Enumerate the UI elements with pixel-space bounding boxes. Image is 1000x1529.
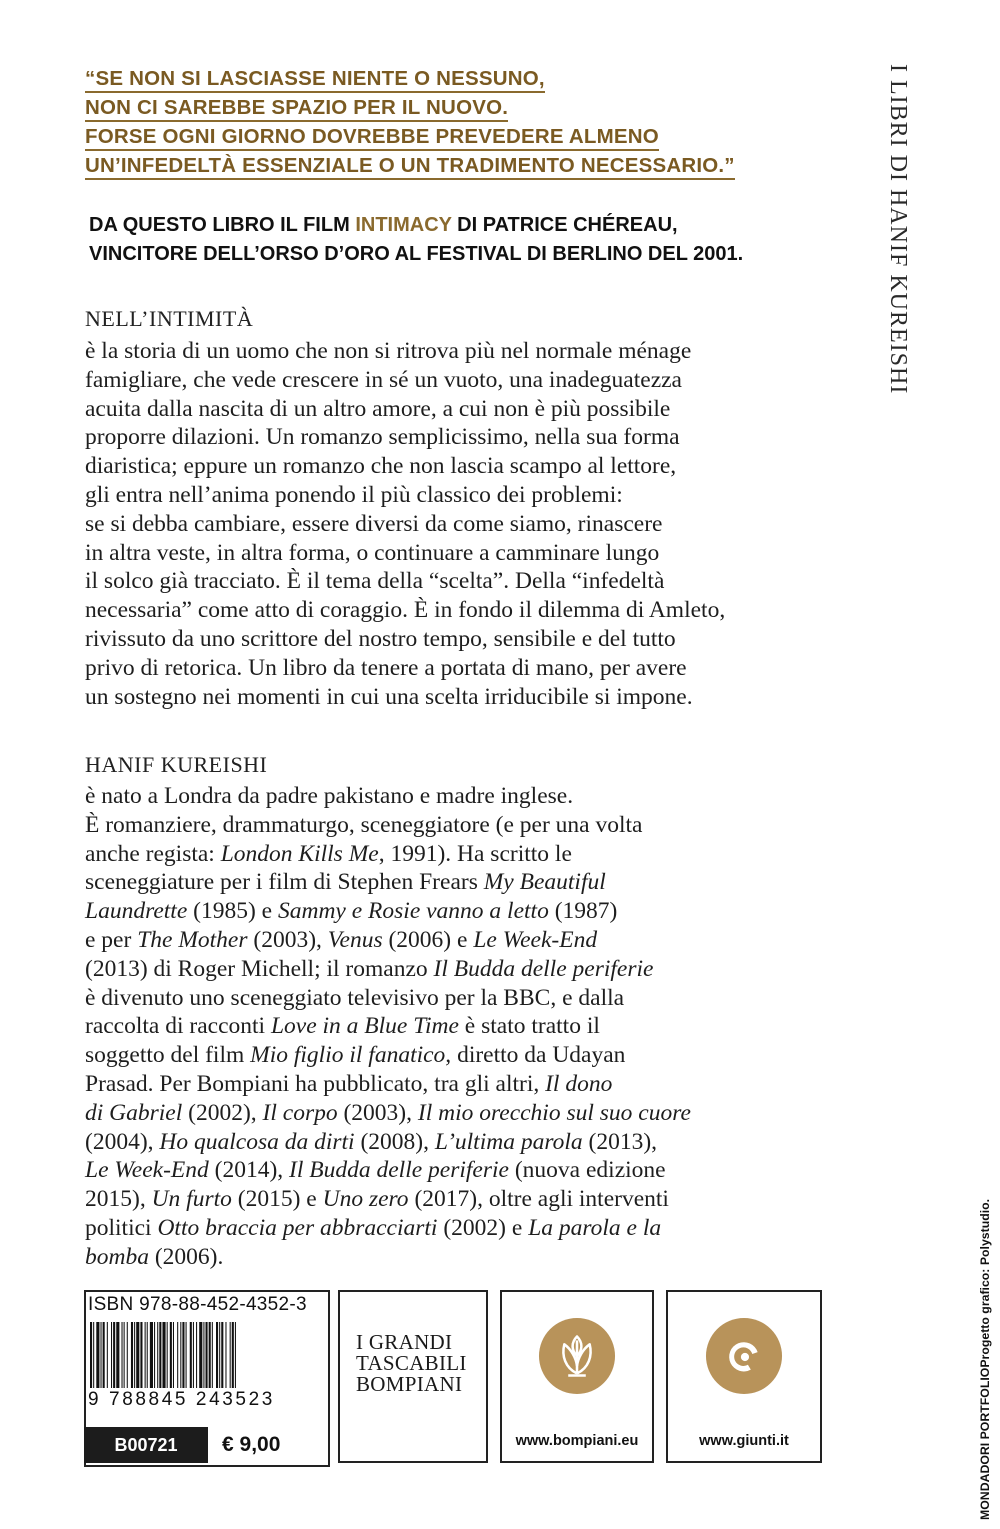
bio-text: È romanziere, drammaturgo, sceneggiatore (e per una volta (85, 811, 643, 838)
italic-title: Otto braccia per abbracciarti (157, 1214, 438, 1241)
italic-title: Le Week-End (85, 1157, 209, 1184)
bio-text: 2015), (85, 1186, 152, 1213)
series-name (356, 1332, 467, 1395)
author-bio-line (85, 1070, 845, 1099)
film-note (89, 211, 829, 269)
bio-text: (2014), (208, 1157, 290, 1184)
synopsis-line: acuita dalla nascita di un altro amore, a cui non è più possibile (85, 395, 671, 422)
italic-title: L’ultima parola (434, 1128, 583, 1155)
bio-text: politici (85, 1214, 158, 1241)
giunti-spiral-icon (705, 1317, 783, 1395)
bio-text: è nato a Londra da padre pakistano e madre inglese. (85, 783, 574, 809)
italic-title: di Gabriel (85, 1099, 183, 1126)
italic-title: Il mio orecchio sul suo cuore (417, 1099, 691, 1126)
italic-title: Il corpo (262, 1099, 338, 1126)
pull-quote (85, 64, 785, 180)
bio-text: (2013) di Roger Michell; il romanzo (85, 955, 434, 982)
synopsis-title: NELL’INTIMITÀ (85, 306, 254, 331)
author-bio-line (85, 897, 845, 926)
spine-text: I LIBRI DI HANIF KUREISHI (885, 64, 911, 395)
quote-line: “SE NON SI LASCIASSE NIENTE O NESSUNO, (85, 67, 545, 93)
credit-agency: MONDADORI PORTFOLIO (978, 1367, 992, 1520)
synopsis-line: è la storia di un uomo che non si ritrova più nel normale ménage (85, 338, 692, 364)
bio-text: (2002), (182, 1099, 263, 1126)
synopsis-line: gli entra nell’anima ponendo il più classico dei problemi: (85, 481, 623, 508)
italic-title: Le Week-End (473, 926, 598, 953)
synopsis-line: un sostegno nei momenti in cui una scelta irriducibile si impone. (85, 683, 693, 710)
bio-text: soggetto del film (85, 1042, 251, 1069)
quote-line: UN’INFEDELTÀ ESSENZIALE O UN TRADIMENTO NECESSARIO.” (85, 154, 735, 180)
bio-text: diretto da Udayan (451, 1042, 626, 1069)
bio-text: raccolta di racconti (85, 1013, 271, 1040)
synopsis-line: necessaria” come atto di coraggio. È in fondo il dilemma di Amleto, (85, 597, 726, 624)
bio-text: e per (85, 926, 138, 953)
bio-text: (2006) e (382, 926, 474, 953)
film-title: INTIMACY (355, 214, 452, 236)
italic-title: Il dono (545, 1070, 613, 1097)
italic-title: Il Budda delle periferie (433, 955, 654, 982)
synopsis-line: se si debba cambiare, essere diversi da come siamo, rinascere (85, 510, 663, 537)
bio-text: (2004), (85, 1128, 160, 1155)
bio-text: (2017), oltre agli interventi (408, 1186, 669, 1213)
author-bio-line (85, 1041, 845, 1070)
italic-title: London Kills Me (220, 840, 379, 867)
bio-text: (1985) e (187, 898, 278, 925)
giunti-panel (666, 1290, 822, 1463)
synopsis-line: famigliare, che vede crescere in sé un vuoto, una inadeguatezza (85, 366, 682, 393)
synopsis-line: in altra veste, in altra forma, o continuare a camminare lungo (85, 539, 660, 566)
quote-line: NON CI SAREBBE SPAZIO PER IL NUOVO. (85, 96, 508, 122)
italic-title: Mio figlio il fanatico, (250, 1042, 452, 1069)
film-note-suffix: DI PATRICE CHÉREAU, (451, 214, 678, 236)
author-bio-line (85, 1099, 845, 1128)
bompiani-leaf-icon (538, 1317, 616, 1395)
author-bio-line (85, 1156, 845, 1185)
italic-title: bomba (85, 1243, 149, 1270)
bio-text: (2002) e (437, 1214, 529, 1241)
author-bio-line (85, 1214, 845, 1243)
barcode-icon (90, 1322, 320, 1388)
author-bio (85, 782, 845, 1272)
bio-text: Prasad. Per Bompiani ha pubblicato, tra gli altri, (85, 1070, 546, 1097)
quote-line: FORSE OGNI GIORNO DOVREBBE PREVEDERE ALMENO (85, 125, 659, 151)
bio-text: (2015) e (231, 1186, 323, 1213)
italic-title: Laundrette (85, 898, 188, 925)
author-bio-line (85, 868, 845, 897)
credit-design: Progetto grafico: Polystudio. (978, 1198, 992, 1368)
giunti-url[interactable]: www.giunti.it (699, 1433, 789, 1449)
synopsis-line: rivissuto da uno scrittore del nostro tempo, sensibile e del tutto (85, 625, 676, 652)
italic-title: Uno zero (322, 1186, 409, 1213)
author-bio-line (85, 984, 845, 1013)
author-bio-line (85, 1243, 845, 1272)
bio-text: , 1991). Ha scritto le (378, 840, 572, 867)
synopsis-line: diaristica; eppure un romanzo che non lascia scampo al lettore, (85, 453, 677, 480)
italic-title: La parola e la (528, 1214, 662, 1241)
synopsis-line: proporre dilazioni. Un romanzo semplicissimo, nella sua forma (85, 424, 680, 451)
author-bio-line (85, 1185, 845, 1214)
barcode-digits: 9 788845 243523 (88, 1389, 275, 1410)
synopsis-text (85, 337, 845, 711)
author-bio-line (85, 955, 845, 984)
bio-text: è divenuto uno sceneggiato televisivo per la BBC, e dalla (85, 984, 625, 1011)
price-label: € 9,00 (222, 1433, 281, 1456)
bio-text: anche regista: (85, 840, 221, 867)
italic-title: My Beautiful (483, 869, 606, 896)
italic-title: Ho qualcosa da dirti (159, 1128, 355, 1155)
bompiani-url[interactable]: www.bompiani.eu (515, 1433, 639, 1449)
bio-text: (2003), (247, 926, 328, 953)
series-line: BOMPIANI (356, 1372, 463, 1396)
author-bio-line (85, 782, 845, 811)
author-bio-line (85, 840, 845, 869)
product-code: B00721 (84, 1427, 208, 1463)
bompiani-panel (500, 1290, 654, 1463)
author-bio-line (85, 1128, 845, 1157)
series-line: TASCABILI (356, 1351, 467, 1375)
author-bio-line (85, 811, 845, 840)
bio-text: (2003), (337, 1099, 418, 1126)
synopsis-line: privo di retorica. Un libro da tenere a portata di mano, per avere (85, 654, 687, 681)
cover-credit (950, 660, 990, 1520)
isbn-label: ISBN 978-88-452-4352-3 (88, 1294, 307, 1315)
film-award-line: VINCITORE DELL’ORSO D’ORO AL FESTIVAL DI BERLINO DEL 2001. (89, 243, 744, 265)
series-spine-label (865, 64, 911, 395)
author-bio-line (85, 1012, 845, 1041)
author-title: HANIF KUREISHI (85, 752, 268, 777)
bio-text: (2006). (148, 1243, 224, 1270)
italic-title: Il Budda delle periferie (289, 1157, 509, 1184)
bio-text: (2008), (354, 1128, 435, 1155)
italic-title: Un furto (151, 1186, 232, 1213)
italic-title: Love in a Blue Time (270, 1013, 459, 1040)
author-bio-line (85, 926, 845, 955)
synopsis-line: il solco già tracciato. È il tema della “scelta”. Della “infedeltà (85, 568, 665, 595)
bio-text: (2013), (582, 1128, 658, 1155)
bio-text: (nuova edizione (508, 1157, 666, 1184)
bio-text: è stato tratto il (458, 1013, 600, 1040)
italic-title: Venus (327, 926, 383, 953)
italic-title: The Mother (137, 926, 248, 953)
series-line: I GRANDI (356, 1330, 453, 1354)
bio-text: sceneggiature per i film di Stephen Frears (85, 869, 484, 896)
italic-title: Sammy e Rosie vanno a letto (277, 898, 549, 925)
bio-text: (1987) (548, 898, 618, 925)
film-note-prefix: DA QUESTO LIBRO IL FILM (89, 214, 356, 236)
